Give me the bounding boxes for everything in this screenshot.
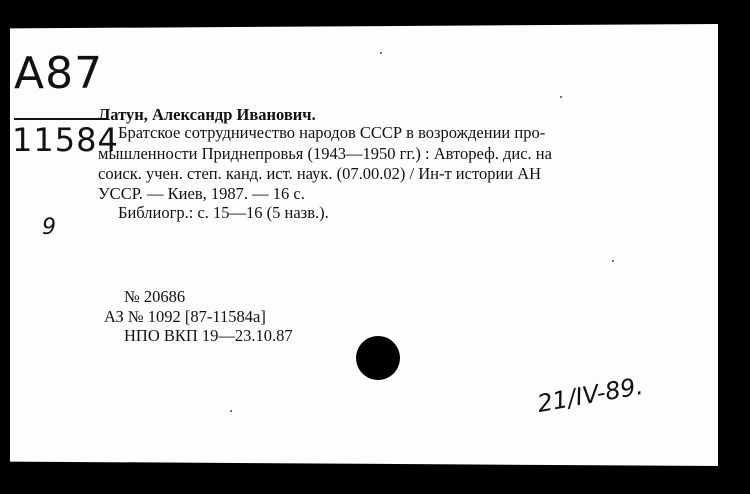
bibliography-note: Библиогр.: с. 15—16 (5 назв.). [118, 203, 329, 222]
call-number-bottom: 11584 [12, 121, 119, 159]
scan-speck [230, 410, 232, 412]
title-line-3: соиск. учен. степ. канд. ист. наук. (07.00.02) / Ин-т истории АН [98, 164, 542, 183]
imprint-line: УССР. — Киев, 1987. — 16 с. [98, 184, 305, 203]
scan-speck [560, 96, 562, 98]
call-number-top: А87 [14, 48, 104, 99]
punch-hole [356, 336, 400, 380]
title-line-2: мышленности Приднепровья (1943—1950 гг.) : Автореф. дис. на [98, 144, 552, 163]
shelf-mark: 9 [42, 215, 57, 240]
npo-stamp-line: НПО ВКП 19—23.10.87 [124, 326, 293, 345]
accession-number: № 20686 [124, 287, 186, 306]
title-line-1: Братское сотрудничество народов СССР в возрождении про- [118, 123, 546, 142]
az-number: АЗ № 1092 [87-11584а] [104, 307, 266, 326]
handwritten-date: 21/IV-89. [535, 371, 646, 418]
call-number-divider [14, 118, 108, 120]
scan-speck [380, 52, 382, 54]
scan-speck [612, 260, 614, 262]
author-heading: Латун, Александр Иванович. [98, 105, 316, 124]
